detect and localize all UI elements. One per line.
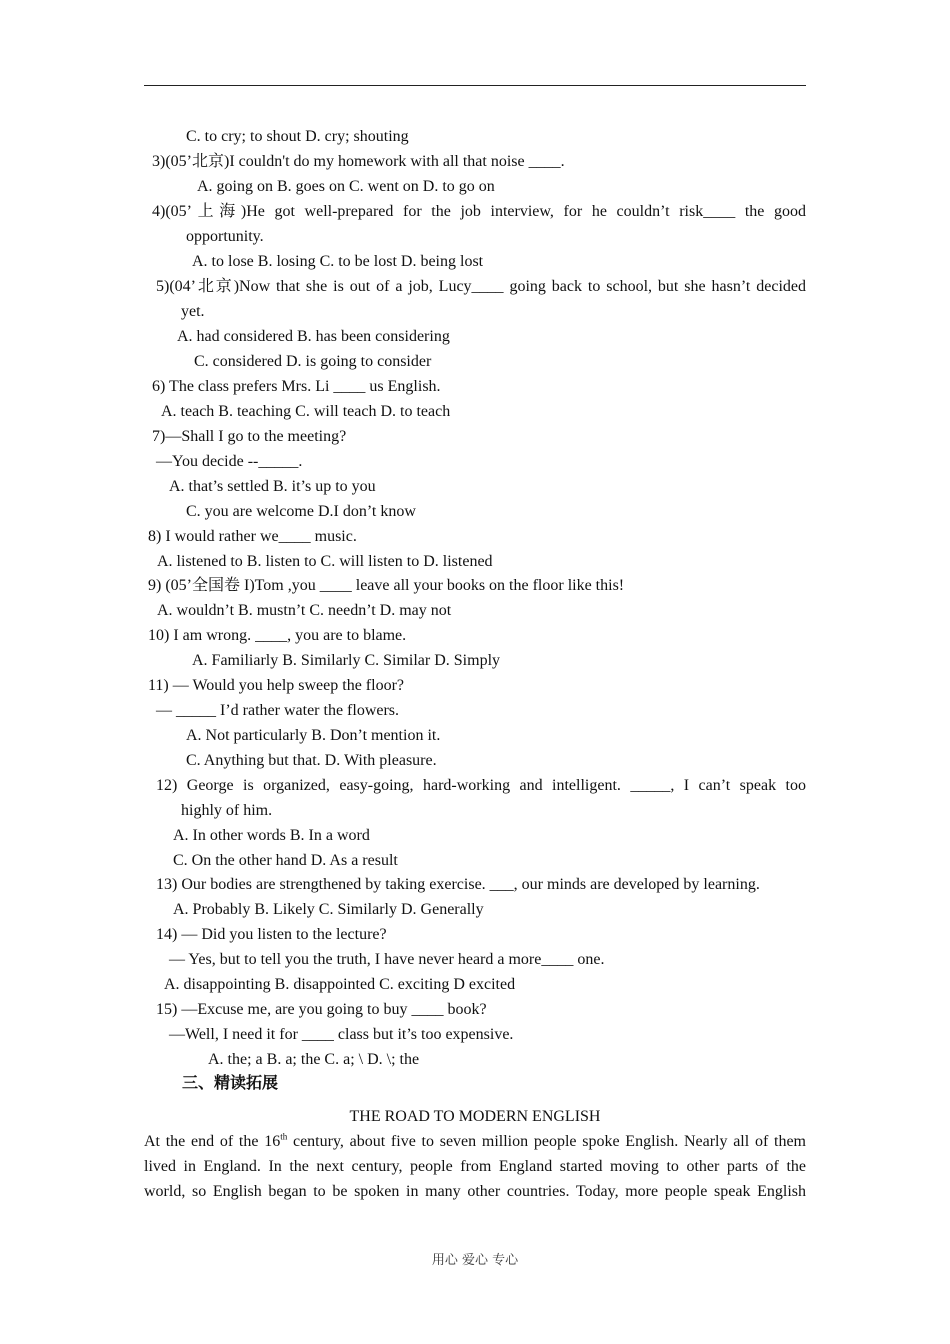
q15-stem: 15) —Excuse me, are you going to buy ____ book? (156, 1001, 487, 1018)
q7-options-cd: C. you are welcome D.I don’t know (186, 503, 416, 520)
header-rule (144, 85, 806, 86)
q6-stem: 6) The class prefers Mrs. Li ____ us English. (152, 378, 441, 395)
q13-stem: 13) Our bodies are strengthened by taking exercise. ___, our minds are developed by learning. (156, 876, 760, 893)
q7-reply: —You decide --_____. (156, 453, 303, 470)
q5-options-ab: A. had considered B. has been considering (177, 328, 450, 345)
q12-stem: 12) George is organized, easy-going, hard-working and intelligent. _____, I can’t speak too (156, 777, 806, 794)
article-line-1 (144, 1132, 806, 1152)
q12-options-cd: C. On the other hand D. As a result (173, 852, 398, 869)
q4-stem: 4)(05’上海)He got well-prepared for the job interview, for he couldn’t risk____ the good (152, 203, 806, 220)
article-line-2: lived in England. In the next century, people from England started moving to other parts of the (144, 1158, 806, 1175)
article-line-1-start: At the end of the 16 (144, 1133, 281, 1150)
q14-reply: — Yes, but to tell you the truth, I have never heard a more____ one. (169, 951, 605, 968)
page-footer: 用心 爱心 专心 (431, 1253, 519, 1268)
q3-options: A. going on B. goes on C. went on D. to go on (197, 178, 495, 195)
q9-options: A. wouldn’t B. mustn’t C. needn’t D. may not (157, 602, 452, 619)
article-line-3: world, so English began to be spoken in many other countries. Today, more people speak English (144, 1183, 806, 1200)
q12-options-ab: A. In other words B. In a word (173, 827, 370, 844)
q7-options-ab: A. that’s settled B. it’s up to you (169, 478, 376, 495)
q11-options-ab: A. Not particularly B. Don’t mention it. (186, 727, 441, 744)
q14-options: A. disappointing B. disappointed C. exciting D excited (164, 976, 516, 993)
q5-stem-cont: yet. (181, 303, 205, 320)
q11-options-cd: C. Anything but that. D. With pleasure. (186, 752, 437, 769)
q10-stem: 10) I am wrong. ____, you are to blame. (148, 627, 407, 644)
q8-stem: 8) I would rather we____ music. (148, 528, 357, 545)
q15-options: A. the; a B. a; the C. a; \ D. \; the (208, 1051, 420, 1068)
q5-stem: 5)(04’北京)Now that she is out of a job, Lucy____ going back to school, but she hasn’t decided (156, 278, 806, 295)
q14-stem: 14) — Did you listen to the lecture? (156, 926, 387, 943)
q8-options: A. listened to B. listen to C. will listen to D. listened (157, 553, 493, 570)
q11-reply: — _____ I’d rather water the flowers. (156, 702, 400, 719)
q10-options: A. Familiarly B. Similarly C. Similar D. Simply (192, 652, 501, 669)
q2-options-cd: C. to cry; to shout D. cry; shouting (186, 128, 409, 145)
section-heading: 三、精读拓展 (182, 1075, 279, 1092)
q4-stem-cont: opportunity. (186, 228, 264, 245)
q7-stem: 7)—Shall I go to the meeting? (152, 428, 347, 445)
q9-stem: 9) (05’全国卷 I)Tom ,you ____ leave all your books on the floor like this! (148, 577, 625, 594)
q13-options: A. Probably B. Likely C. Similarly D. Generally (173, 901, 484, 918)
ordinal-suffix: th (280, 1131, 288, 1142)
q15-reply: —Well, I need it for ____ class but it’s too expensive. (169, 1026, 514, 1043)
q5-options-cd: C. considered D. is going to consider (194, 353, 432, 370)
article-title: THE ROAD TO MODERN ENGLISH (349, 1108, 601, 1125)
q6-options: A. teach B. teaching C. will teach D. to teach (161, 403, 451, 420)
q3-stem: 3)(05’北京)I couldn't do my homework with all that noise ____. (152, 153, 565, 170)
q12-stem-cont: highly of him. (181, 802, 273, 819)
q11-stem: 11) — Would you help sweep the floor? (148, 677, 404, 694)
q4-options: A. to lose B. losing C. to be lost D. being lost (192, 253, 484, 270)
article-line-1-rest: century, about five to seven million people spoke English. Nearly all of them (287, 1133, 806, 1150)
